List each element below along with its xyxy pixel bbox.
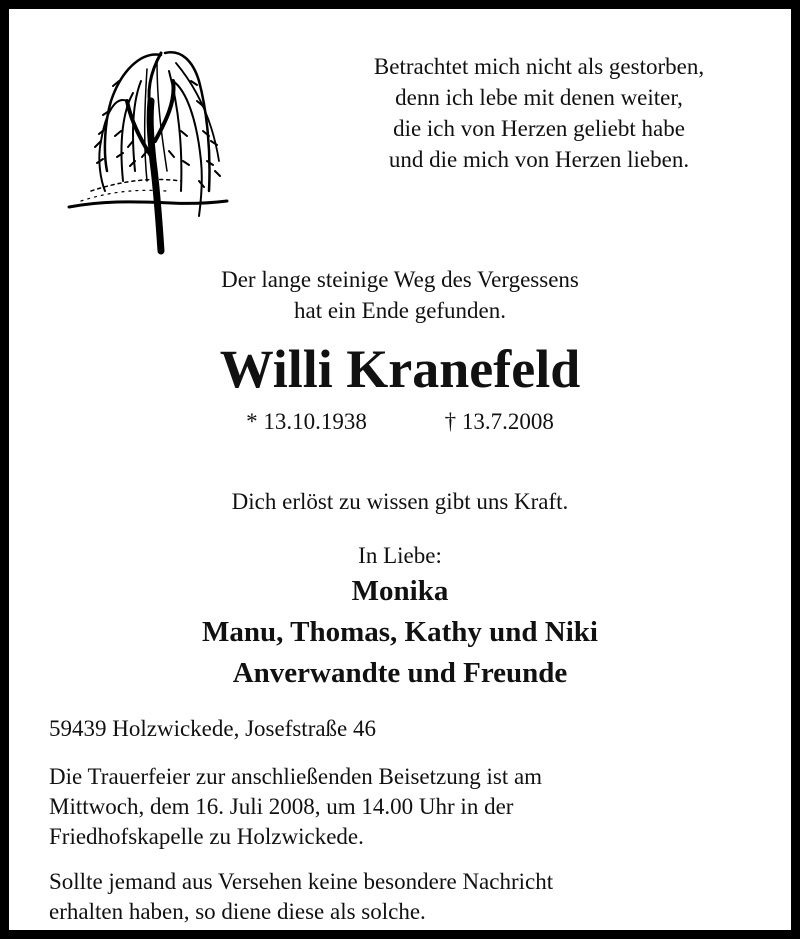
address: 59439 Holzwickede, Josefstraße 46	[49, 716, 377, 741]
mourners-list	[9, 571, 791, 694]
deceased-name: Willi Kranefeld	[219, 339, 581, 399]
notice-line: Sollte jemand aus Versehen keine besondere Nachricht	[49, 869, 554, 894]
quote: Dich erlöst zu wissen gibt uns Kraft.	[231, 489, 569, 514]
poem-line: denn ich lebe mit denen weiter,	[395, 85, 683, 110]
mourner-name: Anverwandte und Freunde	[232, 657, 568, 689]
ceremony-line: Mittwoch, dem 16. Juli 2008, um 14.00 Uhr in der	[49, 794, 514, 819]
poem-line: die ich von Herzen geliebt habe	[393, 116, 685, 141]
ceremony-line: Die Trauerfeier zur anschließenden Beisetzung ist am	[49, 764, 543, 789]
intro-line: hat ein Ende gefunden.	[293, 298, 507, 323]
poem	[309, 51, 769, 175]
ceremony-info	[49, 762, 769, 852]
poem-line: Betrachtet mich nicht als gestorben,	[373, 54, 705, 79]
mourners-label: In Liebe:	[358, 543, 442, 568]
birth-date: * 13.10.1938	[246, 409, 367, 434]
poem-line: und die mich von Herzen lieben.	[388, 147, 690, 172]
ceremony-line: Friedhofskapelle zu Holzwickede.	[49, 824, 364, 849]
mourner-name: Manu, Thomas, Kathy und Niki	[202, 616, 598, 648]
notice-text	[49, 867, 769, 927]
notice-line: erhalten haben, so diene diese als solche.	[49, 899, 426, 924]
death-date: † 13.7.2008	[444, 409, 554, 434]
intro-line: Der lange steinige Weg des Vergessens	[221, 267, 579, 292]
mourner-name: Monika	[351, 575, 449, 607]
life-dates	[9, 407, 791, 437]
intro-text	[9, 264, 791, 326]
weeping-willow-icon	[61, 41, 237, 255]
